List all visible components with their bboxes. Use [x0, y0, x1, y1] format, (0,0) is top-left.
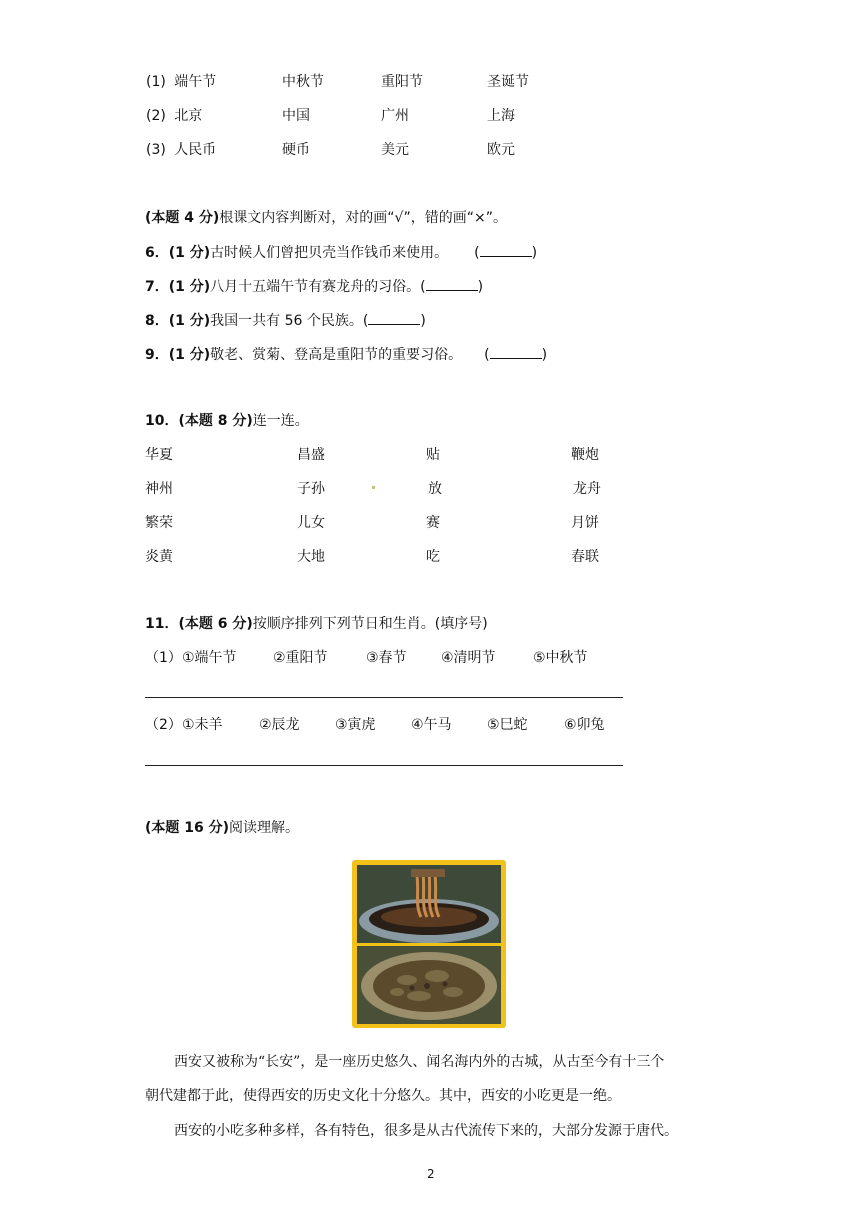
classify-row-1 [146, 73, 216, 91]
judge-heading [145, 209, 507, 227]
question-number: 7． [145, 279, 169, 295]
order-line-2 [145, 716, 182, 734]
connect-word[interactable]: 昌盛 [297, 447, 325, 463]
connect-word[interactable]: 华夏 [145, 447, 173, 463]
question-number: 10． [145, 413, 179, 429]
word: 北京 [174, 108, 203, 124]
paren-close: ) [531, 245, 538, 261]
connect-word[interactable]: 繁荣 [145, 515, 173, 531]
word: 重阳节 [381, 74, 423, 90]
order-option: ①端午节 [182, 650, 237, 666]
paren-close: ) [477, 279, 484, 295]
word: 中国 [282, 108, 310, 124]
order-option: ⑤中秋节 [533, 650, 588, 666]
question-text: 敬老、赏菊、登高是重阳节的重要习俗。 [210, 347, 463, 363]
question-number: 11． [145, 616, 179, 632]
stir-fry-dish-picture [357, 946, 501, 1024]
word: 中秋节 [282, 74, 324, 90]
question-text: 我国一共有 56 个民族。 [210, 313, 363, 329]
row-number: (3) [146, 142, 166, 158]
question-number: 6． [145, 245, 169, 261]
connect-word[interactable]: 子孙 [297, 481, 325, 497]
answer-blank[interactable] [490, 345, 542, 359]
word: 硬币 [282, 142, 310, 158]
connect-heading [145, 412, 309, 430]
score-label: (本题 6 分) [178, 616, 253, 632]
paren-open: ( [484, 347, 490, 363]
question-number: 9． [145, 347, 169, 363]
word: 广州 [381, 108, 409, 124]
xian-noodle-food-photo [352, 860, 506, 1028]
connect-word[interactable]: 儿女 [297, 515, 325, 531]
word: 端午节 [174, 74, 217, 90]
classify-row-2 [146, 107, 202, 125]
order-option: ①未羊 [182, 717, 223, 733]
word: 圣诞节 [487, 74, 529, 90]
order-line-1 [145, 649, 182, 667]
paren-open: ( [420, 279, 426, 295]
judge-item-9 [145, 345, 547, 364]
judge-item-7 [145, 277, 483, 296]
paren-open: ( [474, 245, 480, 261]
instruction-text: 连一连。 [252, 413, 309, 429]
score-label: (本题 4 分) [145, 210, 220, 226]
reading-paragraph-1-line-2: 朝代建都于此，使得西安的历史文化十分悠久。其中，西安的小吃更是一绝。 [145, 1088, 621, 1104]
reading-heading [145, 819, 299, 837]
order-option: ②辰龙 [259, 717, 300, 733]
score-label: (1 分) [168, 313, 211, 329]
judge-item-6 [145, 243, 537, 262]
score-label: (1 分) [168, 245, 211, 261]
connect-word[interactable]: 大地 [297, 549, 325, 565]
order-option: ⑤巳蛇 [487, 717, 528, 733]
sub-number: （1） [145, 650, 182, 666]
reading-paragraph-1-line-1: 西安又被称为“长安”，是一座历史悠久、闻名海内外的古城，从古至今有十三个 [174, 1054, 665, 1070]
connect-word[interactable]: 贴 [426, 447, 440, 463]
order-option: ④午马 [411, 717, 452, 733]
order-option: ③春节 [366, 650, 407, 666]
paren-close: ) [420, 313, 426, 329]
connect-word[interactable]: 吃 [426, 549, 440, 565]
classify-row-3 [146, 141, 216, 159]
answer-line[interactable] [145, 697, 623, 698]
row-number: (2) [146, 108, 166, 124]
score-label: (本题 16 分) [145, 820, 230, 836]
question-number: 8． [145, 313, 169, 329]
answer-blank[interactable] [426, 277, 478, 291]
score-label: (1 分) [168, 279, 211, 295]
order-heading [145, 615, 488, 633]
connect-word[interactable]: 鞭炮 [571, 447, 599, 463]
noodle-bowl-picture [357, 865, 501, 943]
word: 美元 [381, 142, 409, 158]
word: 欧元 [487, 142, 515, 158]
order-option: ③寅虎 [335, 717, 376, 733]
answer-blank[interactable] [368, 311, 420, 325]
instruction-text: 按顺序排列下列节日和生肖。(填序号) [252, 616, 488, 632]
connect-word[interactable]: 龙舟 [573, 481, 601, 497]
question-text: 古时候人们曾把贝壳当作钱币来使用。 [210, 245, 449, 261]
reading-paragraph-2: 西安的小吃多种多样，各有特色，很多是从古代流传下来的，大部分发源于唐代。 [174, 1123, 678, 1139]
scan-speck [372, 486, 375, 489]
connect-word[interactable]: 炎黄 [145, 549, 173, 565]
word: 人民币 [174, 142, 217, 158]
instruction-text: 阅读理解。 [229, 820, 300, 836]
question-text: 八月十五端午节有赛龙舟的习俗。 [210, 279, 421, 295]
connect-word[interactable]: 神州 [145, 481, 173, 497]
connect-word[interactable]: 月饼 [571, 515, 599, 531]
row-number: (1) [146, 74, 166, 90]
judge-item-8 [145, 311, 426, 330]
word: 上海 [487, 108, 515, 124]
score-label: (1 分) [168, 347, 211, 363]
connect-word[interactable]: 赛 [426, 515, 440, 531]
score-label: (本题 8 分) [178, 413, 253, 429]
answer-blank[interactable] [480, 243, 532, 257]
sub-number: （2） [145, 717, 182, 733]
connect-word[interactable]: 放 [428, 481, 442, 497]
answer-line[interactable] [145, 765, 623, 766]
connect-word[interactable]: 春联 [571, 549, 599, 565]
order-option: ②重阳节 [273, 650, 328, 666]
paren-close: ) [541, 347, 548, 363]
instruction-text: 根课文内容判断对，对的画“√”，错的画“×”。 [219, 210, 507, 226]
paren-open: ( [362, 313, 369, 329]
order-option: ⑥卯兔 [564, 717, 605, 733]
page-number: 2 [427, 1167, 435, 1181]
order-option: ④清明节 [441, 650, 496, 666]
